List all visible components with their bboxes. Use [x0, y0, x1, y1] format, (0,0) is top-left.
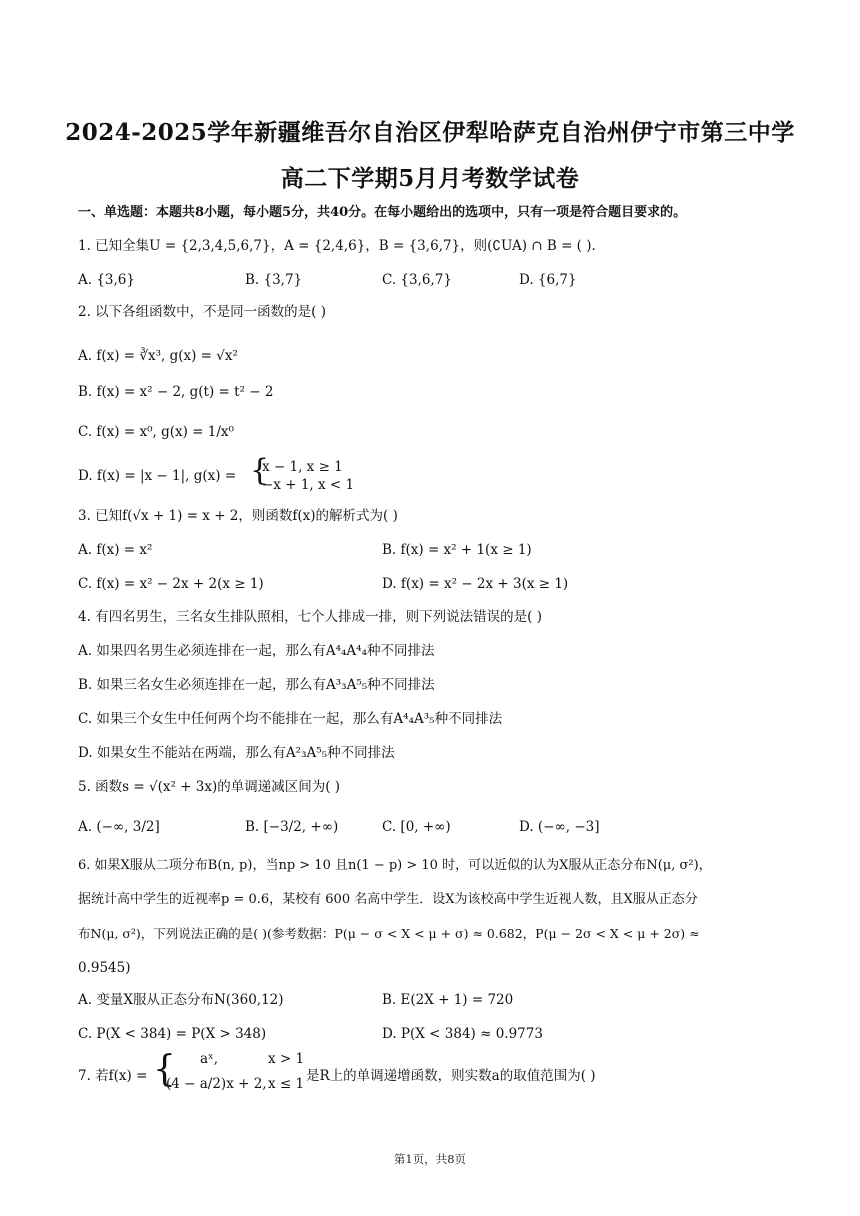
q1-option-d: D. {6,7} [519, 272, 577, 288]
section-heading: 一、单选题：本题共8小题，每小题5分，共40分。在每小题给出的选项中，只有一项是符合题目要求的。 [78, 205, 687, 220]
q4-stem: 4. 有四名男生，三名女生排队照相，七个人排成一排，则下列说法错误的是( ) [78, 609, 542, 625]
q1-option-c: C. {3,6,7} [382, 272, 452, 288]
q1-option-b: B. {3,7} [245, 272, 303, 288]
q4-option-b: B. 如果三名女生必须连排在一起，那么有A³₃A⁵₅种不同排法 [78, 677, 435, 693]
q7-case-1-cond: x > 1 [268, 1051, 305, 1067]
q6-line-3: 布N(μ, σ²)，下列说法正确的是( )(参考数据：P(μ − σ < X < μ + σ) ≈ 0.682，P(μ − 2σ < X < μ + 2σ) ≈ [78, 926, 700, 941]
q6-option-c: C. P(X < 384) = P(X > 348) [78, 1026, 267, 1042]
q4-option-a: A. 如果四名男生必须连排在一起，那么有A⁴₄A⁴₄种不同排法 [78, 643, 435, 659]
q2-brace: { [250, 453, 270, 488]
title-line-1: 2024-2025学年新疆维吾尔自治区伊犁哈萨克自治州伊宁市第三中学 [65, 119, 795, 146]
q1-option-a: A. {3,6} [78, 272, 135, 288]
q6-line-2: 据统计高中学生的近视率p = 0.6，某校有 600 名高中学生．设X为该校高中学生近视人数，且X服从正态分 [78, 892, 698, 907]
q3-option-d: D. f(x) = x² − 2x + 3(x ≥ 1) [382, 576, 569, 592]
q6-line-4: 0.9545) [78, 960, 131, 976]
q2-d-case-2: −x + 1, x < 1 [262, 477, 355, 493]
q3-option-c: C. f(x) = x² − 2x + 2(x ≥ 1) [78, 576, 264, 592]
q2-d-case-1: x − 1, x ≥ 1 [262, 459, 343, 475]
q4-option-c: C. 如果三个女生中任何两个均不能排在一起，那么有A⁴₄A³₅种不同排法 [78, 711, 503, 727]
q5-option-a: A. (−∞, 3/2] [78, 819, 160, 835]
q2-option-b: B. f(x) = x² − 2, g(t) = t² − 2 [78, 384, 274, 400]
q3-option-a: A. f(x) = x² [78, 542, 153, 558]
q5-option-d: D. (−∞, −3] [519, 819, 600, 835]
q2-option-a: A. f(x) = ∛x³, g(x) = √x² [78, 348, 238, 364]
q2-stem: 2. 以下各组函数中，不是同一函数的是( ) [78, 304, 326, 320]
q7-lead: 7. 若f(x) = [78, 1068, 148, 1084]
title-line-2: 高二下学期5月月考数学试卷 [280, 165, 580, 192]
q3-stem: 3. 已知f(√x + 1) = x + 2，则函数f(x)的解析式为( ) [78, 508, 398, 524]
q7-case-1-expr: aˣ, [200, 1051, 219, 1067]
q6-line-1: 6. 如果X服从二项分布B(n, p)，当np > 10 且n(1 − p) > 10 时，可以近似的认为X服从正态分布N(μ, σ²)， [78, 858, 712, 873]
q3-option-b: B. f(x) = x² + 1(x ≥ 1) [382, 542, 532, 558]
q7-case-2-cond: x ≤ 1 [268, 1076, 305, 1092]
q7-case-2-expr: (4 − a/2)x + 2, [166, 1076, 267, 1092]
q6-option-b: B. E(2X + 1) = 720 [382, 992, 514, 1008]
q6-option-a: A. 变量X服从正态分布N(360,12) [78, 992, 284, 1008]
q5-option-b: B. [−3/2, +∞) [245, 819, 339, 835]
q2-option-c: C. f(x) = x⁰, g(x) = 1/x⁰ [78, 424, 234, 440]
q1-stem: 1. 已知全集U = {2,3,4,5,6,7}，A = {2,4,6}，B = {3,6,7}，则(∁UA) ∩ B = ( ). [78, 238, 596, 254]
q7-brace: { [153, 1049, 176, 1090]
q4-option-d: D. 如果女生不能站在两端，那么有A²₃A⁵₅种不同排法 [78, 745, 395, 761]
q7-tail: 是R上的单调递增函数，则实数a的取值范围为( ) [306, 1068, 596, 1084]
q6-option-d: D. P(X < 384) ≈ 0.9773 [382, 1026, 543, 1042]
q5-stem: 5. 函数s = √(x² + 3x)的单调递减区间为( ) [78, 779, 341, 795]
q5-option-c: C. [0, +∞) [382, 819, 451, 835]
q2-option-d-lead: D. f(x) = |x − 1|, g(x) = [78, 468, 237, 484]
page-footer: 第1页，共8页 [393, 1152, 467, 1166]
